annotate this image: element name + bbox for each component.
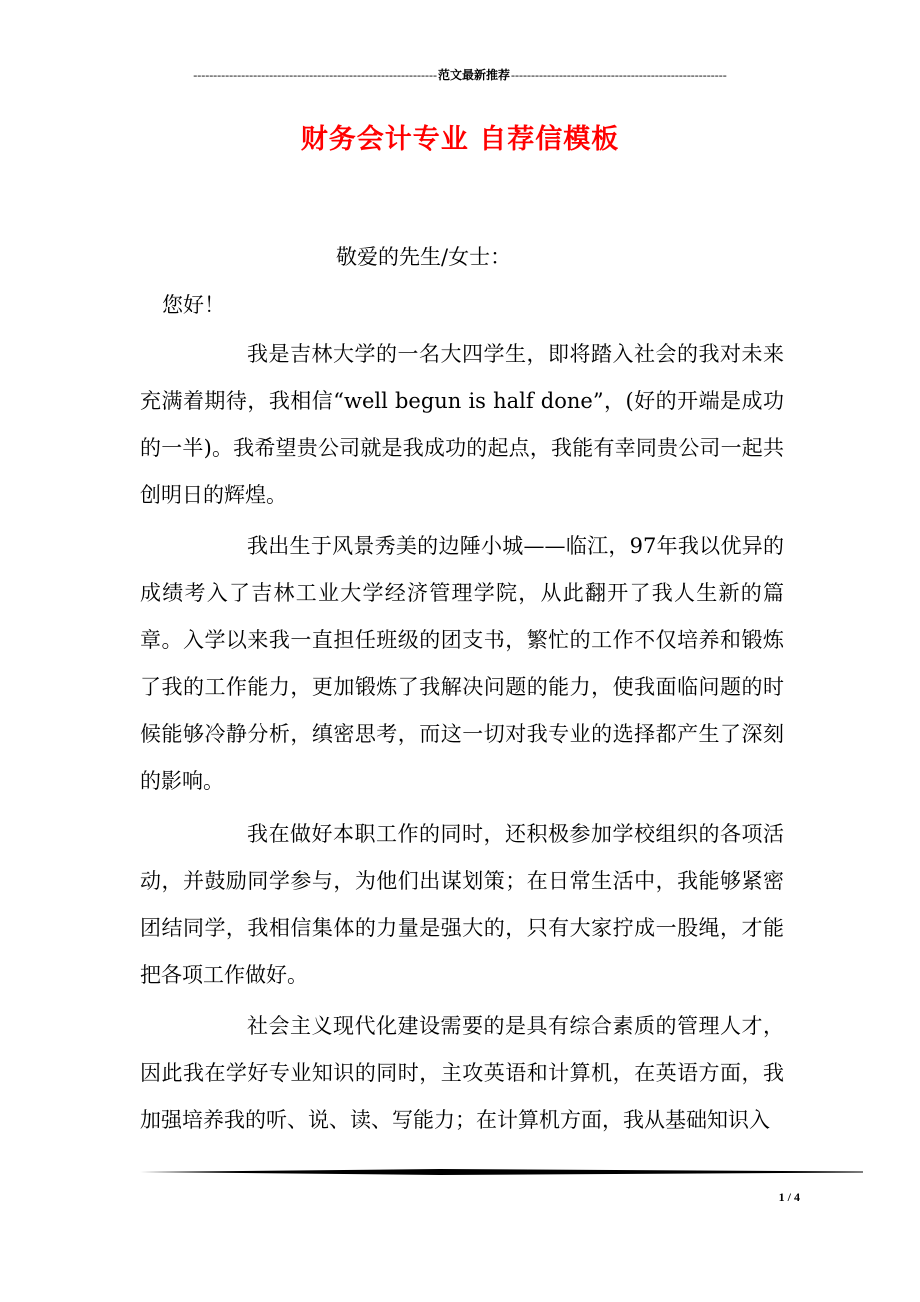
header-left-dashes: ------------------------------------------------------------- [193,68,437,82]
paragraph-2: 我出生于风景秀美的边陲小城——临江，97年我以优异的成绩考入了吉林工业大学经济管理学院，从此翻开了我人生新的篇章。入学以来我一直担任班级的团支书，繁忙的工作不仅培养和锻炼了我的工作能力，更加锻炼了我解决问题的能力，使我面临问题的时候能够冷静分析，缜密思考，而这一切对我专业的选择都产生了深刻的影响。 [140,534,784,793]
paragraph-1: 我是吉林大学的一名大四学生，即将踏入社会的我对未来充满着期待，我相信“well begun is half done”，(好的开端是成功的一半)。我希望贵公司就是我成功的起点，我能有幸同贵公司一起共创明日的辉煌。 [140,342,784,507]
page-number: 1 / 4 [778,1190,800,1204]
page-header [140,66,780,84]
greeting: 您好！ [162,293,225,317]
paragraph-3: 我在做好本职工作的同时，还积极参加学校组织的各项活动，并鼓励同学参与，为他们出谋划策；在日常生活中，我能够紧密团结同学，我相信集体的力量是强大的，只有大家拧成一股绳，才能把各项工作做好。 [140,822,784,987]
document-title: 财务会计专业 自荐信模板 [300,124,620,155]
header-right-dashes: ------------------------------------------------------ [510,68,727,82]
paragraph-4: 社会主义现代化建设需要的是具有综合素质的管理人才，因此我在学好专业知识的同时，主攻英语和计算机，在英语方面，我加强培养我的听、说、读、写能力；在计算机方面，我从基础知识入 [140,1014,784,1132]
salutation: 敬爱的先生/女士： [336,245,512,269]
header-label: 范文最新推荐 [437,68,510,82]
footer-rule [140,1169,863,1175]
